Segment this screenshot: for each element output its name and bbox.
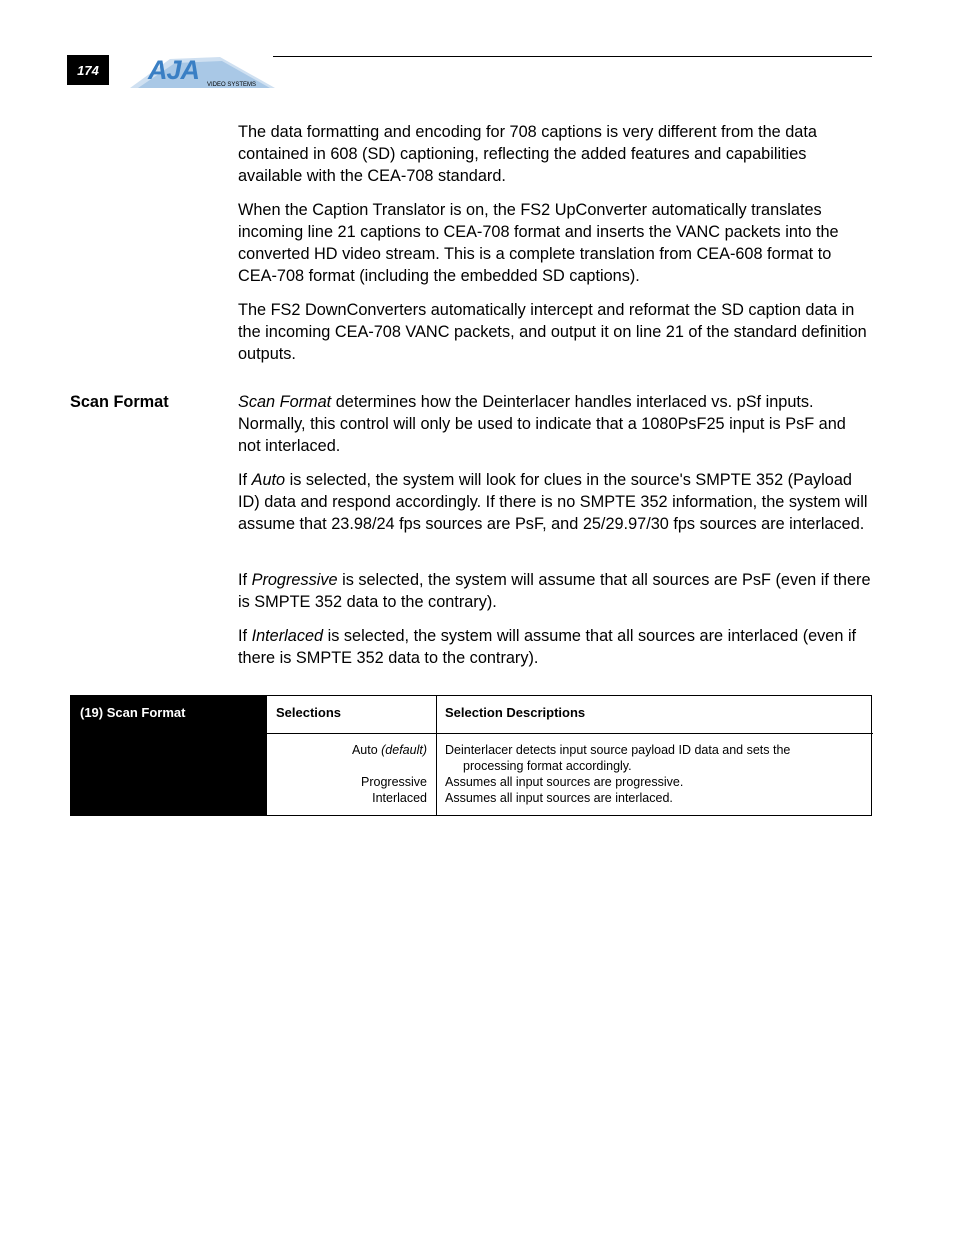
selection-interlaced: Interlaced: [372, 791, 427, 805]
description-progressive: Assumes all input sources are progressive.: [445, 775, 684, 789]
header-rule: [273, 56, 872, 57]
page-number: [67, 55, 109, 85]
logo-subtext: VIDEO SYSTEMS: [207, 82, 257, 88]
paragraph-auto: If Auto is selected, the system will look for clues in the source's SMPTE 352 (Payload ID) data and respond accordingly. If there is no SMPTE 352 information, the system will assume that 23.98/24 fps sources are PsF, and 25/29.97/30 fps sources are interlaced.: [238, 471, 868, 533]
page-number-text: 174: [77, 62, 99, 78]
param-name-label: (19) Scan Format: [80, 705, 186, 720]
selections-header: Selections: [276, 705, 342, 720]
paragraph-708-formatting: The data formatting and encoding for 708 captions is very different from the data contained in 608 (SD) captioning, reflecting the added features and capabilities available with the CEA-708 standard.: [238, 123, 817, 185]
param-name-cell: [71, 696, 267, 815]
paragraph-progressive: If Progressive is selected, the system will assume that all sources are PsF (even if there is SMPTE 352 data to the contrary).: [238, 571, 871, 611]
selections-column: [267, 696, 437, 815]
paragraph-scan-format-intro: Scan Format determines how the Deinterlacer handles interlaced vs. pSf inputs. Normally, this control will only be used to indicate that a 1080PsF25 input is PsF and not interlaced.: [238, 393, 846, 455]
section-title-scan-format: Scan Format: [70, 393, 169, 411]
aja-logo: [130, 55, 275, 88]
scan-format-table: [70, 695, 872, 816]
descriptions-header: Selection Descriptions: [445, 705, 586, 720]
selection-progressive: Progressive: [361, 775, 427, 789]
paragraph-interlaced: If Interlaced is selected, the system will assume that all sources are interlaced (even if there is SMPTE 352 data to the contrary).: [238, 627, 857, 667]
description-interlaced: Assumes all input sources are interlaced.: [445, 791, 673, 805]
paragraph-caption-translator: When the Caption Translator is on, the FS2 UpConverter automatically translates incoming line 21 captions to CEA-708 format and inserts the VANC packets into the converted HD video stream. This is a complete translation from CEA-608 format to CEA-708 format (including the embedded SD captions).: [238, 201, 839, 285]
logo-text: AJA: [148, 55, 200, 85]
description-auto: Deinterlacer detects input source payload ID data and sets the processing format accordingly.: [445, 743, 791, 773]
paragraph-downconverters: The FS2 DownConverters automatically intercept and reformat the SD caption data in the incoming CEA-708 VANC packets, and output it on line 21 of the standard definition outputs.: [238, 301, 867, 363]
descriptions-column: [437, 696, 871, 815]
selection-auto: Auto (default): [351, 743, 427, 757]
